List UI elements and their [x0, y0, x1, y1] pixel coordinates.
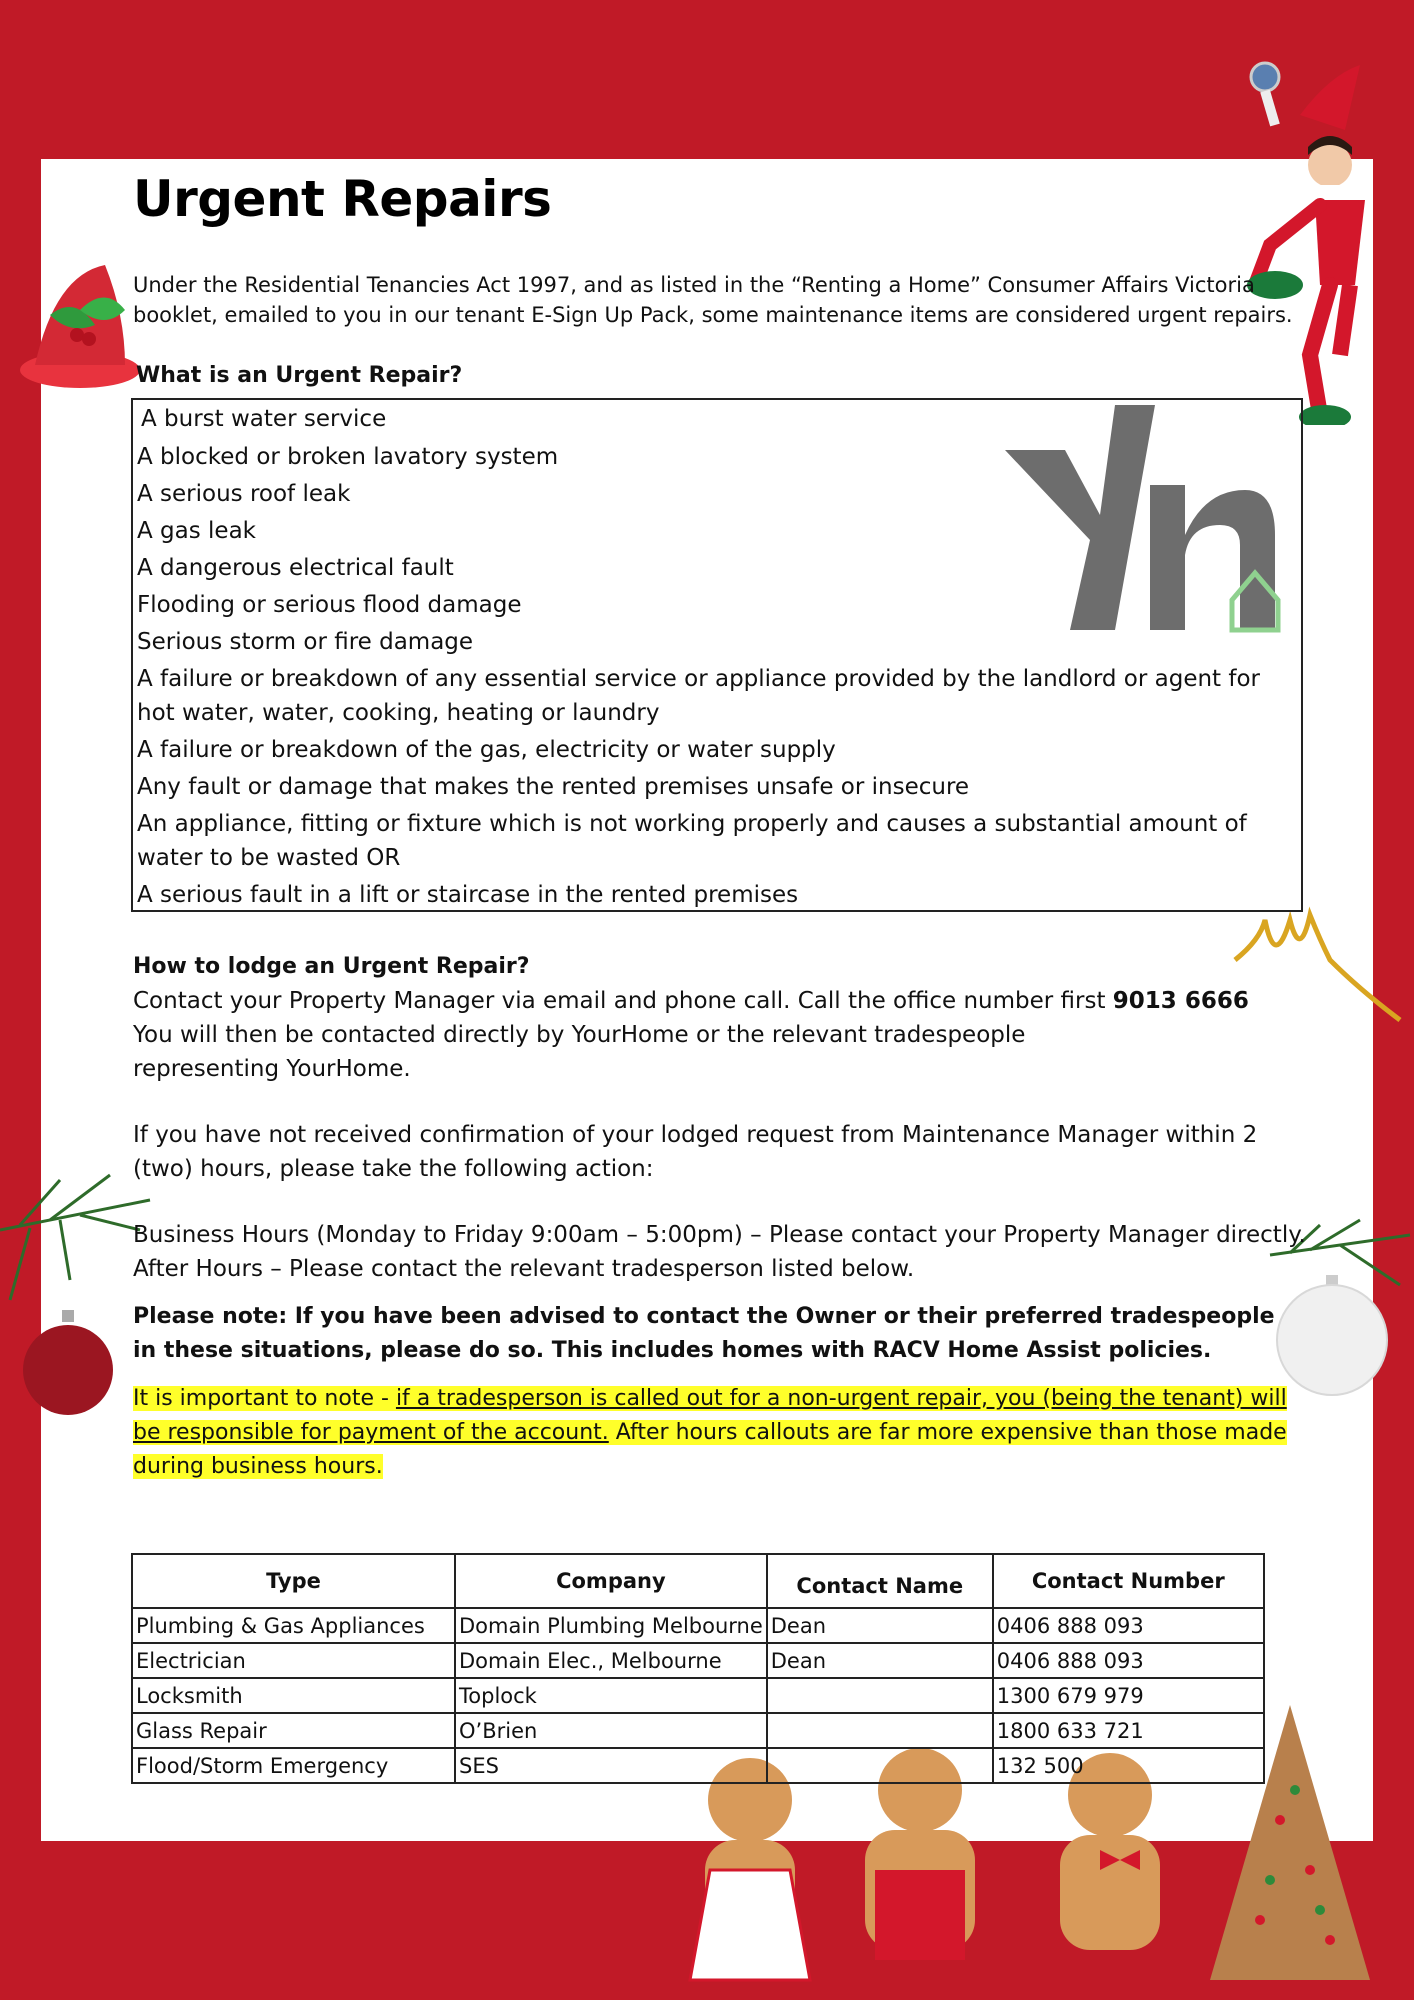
- important-underlined: if a tradesperson is called out for a non-urgent repair, you (being the tenant) will be responsible for payment of the account.: [133, 1386, 1287, 1445]
- please-note-paragraph: Please note: If you have been advised to contact the Owner or their preferred tradespeople in these situations, please do so. This includes homes with RACV Home Assist policies.: [133, 1304, 1275, 1363]
- holly-hat-decoration: [15, 255, 150, 395]
- table-cell: [767, 1748, 993, 1783]
- what-heading: What is an Urgent Repair?: [136, 363, 463, 388]
- column-header: Contact Name: [767, 1554, 993, 1608]
- table-cell: 0406 888 093: [993, 1608, 1264, 1643]
- column-header: Company: [455, 1554, 767, 1608]
- table-cell: Locksmith: [132, 1678, 455, 1713]
- important-closing: After hours callouts are far more expensive than those made during business hours.: [133, 1420, 1287, 1479]
- table-cell: 1300 679 979: [993, 1678, 1264, 1713]
- contacted-line: You will then be contacted directly by YourHome or the relevant tradespeople representing YourHome.: [133, 1022, 1026, 1082]
- after-hours-line: After Hours – Please contact the relevant tradesperson listed below.: [133, 1256, 915, 1282]
- important-paragraph: [133, 1382, 1303, 1484]
- list-item: A serious fault in a lift or staircase in the rented premises: [137, 882, 799, 908]
- table-row: [132, 1713, 1264, 1748]
- table-cell: Electrician: [132, 1643, 455, 1678]
- list-item: A gas leak: [137, 518, 256, 544]
- table-cell: Glass Repair: [132, 1713, 455, 1748]
- list-item: Any fault or damage that makes the rented premises unsafe or insecure: [137, 774, 970, 800]
- table-row: [132, 1608, 1264, 1643]
- table-cell: Plumbing & Gas Appliances: [132, 1608, 455, 1643]
- list-item: A serious roof leak: [137, 481, 351, 507]
- table-cell: Domain Elec., Melbourne: [455, 1643, 767, 1678]
- table-header-row: [132, 1554, 1264, 1608]
- business-hours-line: Business Hours (Monday to Friday 9:00am – 5:00pm) – Please contact your Property Manager directly.: [133, 1222, 1306, 1248]
- contact-line: [133, 984, 1313, 1018]
- lodge-section: [133, 950, 1313, 1484]
- intro-paragraph: Under the Residential Tenancies Act 1997, and as listed in the “Renting a Home” Consumer Affairs Victoria booklet, emailed to you in our tenant E-Sign Up Pack, some maintenance items are considered urgent repairs.: [133, 273, 1293, 327]
- office-phone: 9013 6666: [1112, 988, 1249, 1014]
- table-row: [132, 1748, 1264, 1783]
- list-item: Serious storm or fire damage: [137, 629, 474, 655]
- confirmation-paragraph: If you have not received confirmation of your lodged request from Maintenance Manager within 2 (two) hours, please take the following action:: [133, 1122, 1258, 1182]
- table-cell: 0406 888 093: [993, 1643, 1264, 1678]
- list-item: A failure or breakdown of any essential service or appliance provided by the landlord or agent for hot water, water, cooking, heating or laundry: [137, 666, 1261, 726]
- list-item: Flooding or serious flood damage: [137, 592, 522, 618]
- table-cell: [767, 1713, 993, 1748]
- table-cell: O’Brien: [455, 1713, 767, 1748]
- table-cell: SES: [455, 1748, 767, 1783]
- list-item: A failure or breakdown of the gas, electricity or water supply: [137, 737, 836, 763]
- table-cell: 132 500: [993, 1748, 1264, 1783]
- table-row: [132, 1678, 1264, 1713]
- table-cell: 1800 633 721: [993, 1713, 1264, 1748]
- table-cell: Dean: [767, 1608, 993, 1643]
- list-item: A burst water service: [141, 406, 387, 432]
- tradespeople-table: [131, 1553, 1265, 1784]
- important-intro: It is important to note -: [133, 1386, 396, 1411]
- table-row: [132, 1643, 1264, 1678]
- howto-heading: How to lodge an Urgent Repair?: [133, 954, 530, 979]
- list-item: A blocked or broken lavatory system: [137, 444, 559, 470]
- elf-decoration: [1170, 55, 1390, 425]
- list-item: A dangerous electrical fault: [137, 555, 454, 581]
- yourhome-logo: [1005, 405, 1285, 635]
- column-header: Contact Number: [993, 1554, 1264, 1608]
- column-header: Type: [132, 1554, 455, 1608]
- contact-text: Contact your Property Manager via email and phone call. Call the office number first: [133, 988, 1113, 1014]
- page-title: Urgent Repairs: [133, 170, 552, 228]
- table-cell: Toplock: [455, 1678, 767, 1713]
- table-cell: Flood/Storm Emergency: [132, 1748, 455, 1783]
- table-cell: Domain Plumbing Melbourne: [455, 1608, 767, 1643]
- list-item: An appliance, fitting or fixture which is not working properly and causes a substantial amount of water to be wasted OR: [137, 811, 1247, 871]
- table-cell: Dean: [767, 1643, 993, 1678]
- table-cell: [767, 1678, 993, 1713]
